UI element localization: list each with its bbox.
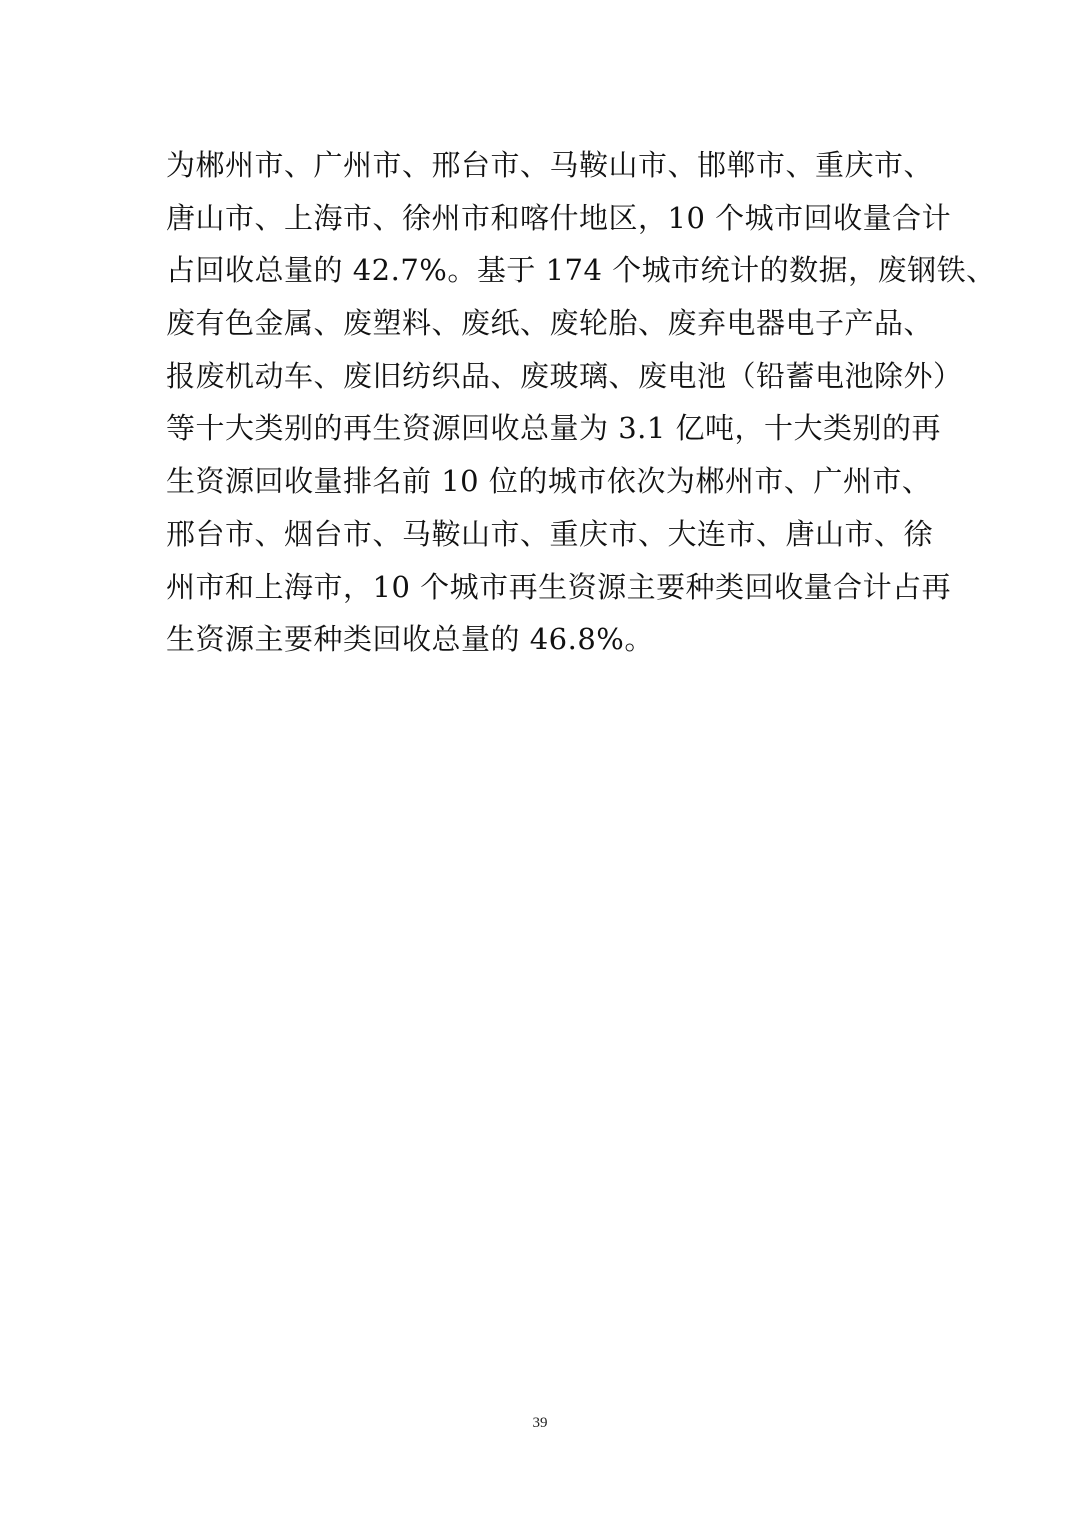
- paragraph-line: 生资源回收量排名前 10 位的城市依次为郴州市、广州市、: [166, 464, 932, 499]
- page-number: 39: [532, 1415, 548, 1431]
- paragraph-line: 唐山市、上海市、徐州市和喀什地区，10 个城市回收量合计: [166, 200, 952, 235]
- paragraph-line: 废有色金属、废塑料、废纸、废轮胎、废弃电器电子产品、: [166, 306, 934, 341]
- body-paragraph: [166, 139, 996, 666]
- paragraph-line: 报废机动车、废旧纺织品、废玻璃、废电池（铅蓄电池除外）: [166, 358, 963, 393]
- paragraph-line: 为郴州市、广州市、邢台市、马鞍山市、邯郸市、重庆市、: [166, 148, 934, 182]
- paragraph-line: 生资源主要种类回收总量的 46.8%。: [166, 622, 654, 657]
- paragraph-line: 占回收总量的 42.7%。基于 174 个城市统计的数据，废钢铁、: [166, 253, 996, 288]
- paragraph-line: 邢台市、烟台市、马鞍山市、重庆市、大连市、唐山市、徐: [166, 516, 934, 551]
- paragraph-line: 等十大类别的再生资源回收总量为 3.1 亿吨，十大类别的再: [166, 411, 942, 446]
- paragraph-line: 州市和上海市，10 个城市再生资源主要种类回收量合计占再: [166, 569, 952, 604]
